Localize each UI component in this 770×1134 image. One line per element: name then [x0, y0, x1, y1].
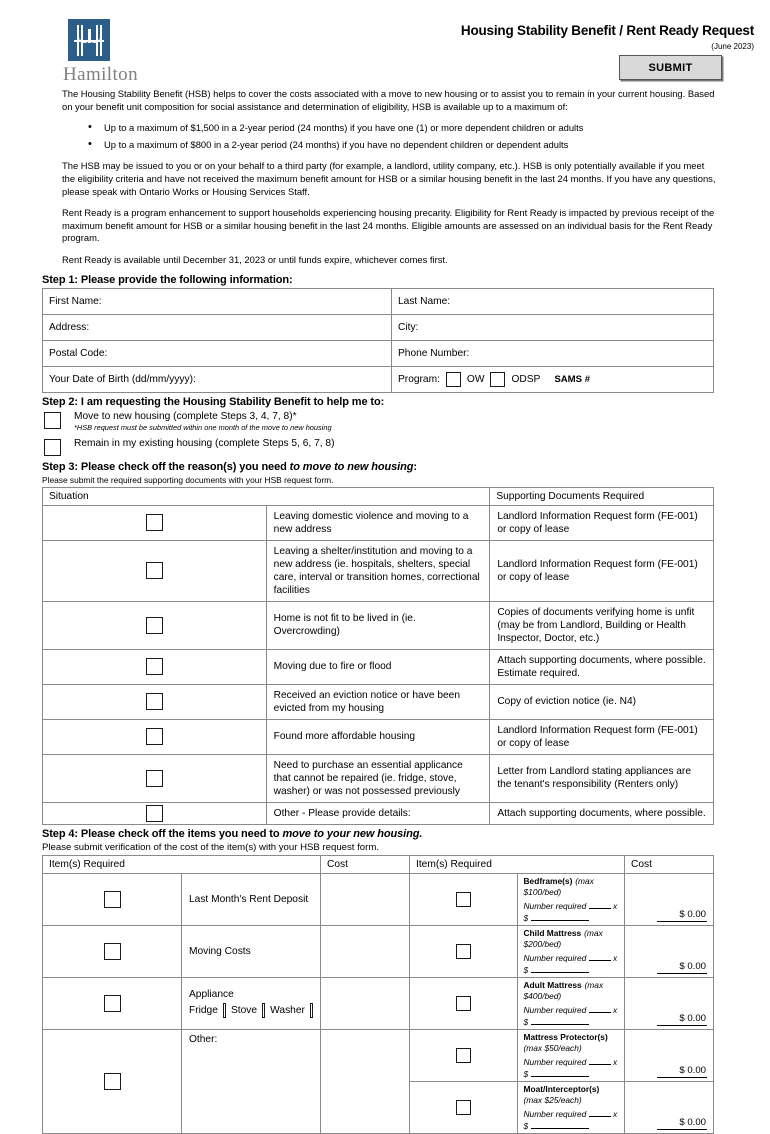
step4-table [42, 855, 714, 1134]
times-label: x $ [523, 900, 618, 923]
table-header-row [43, 487, 714, 505]
checkbox-reason-domestic-violence[interactable] [146, 514, 163, 531]
number-required-label: Number required [523, 900, 587, 911]
item-max: (max $25/each) [523, 1094, 582, 1105]
checkbox-appliance-fridge[interactable] [223, 1003, 226, 1018]
situation-text[interactable]: Other - Please provide details: [266, 802, 490, 824]
cost-cell [625, 1029, 714, 1081]
situation-text: Moving due to fire or flood [266, 649, 490, 684]
cost-value-moat-interceptor: $ 0.00 [657, 1117, 707, 1130]
times-label: x $ [523, 1108, 618, 1131]
logo-wordmark: Hamilton [63, 64, 138, 85]
cost-value-adult-mattress: $ 0.00 [657, 1013, 707, 1026]
appliance-label: Appliance [189, 988, 234, 1000]
step4-heading [42, 828, 770, 840]
checkbox-cell [43, 802, 267, 824]
item-max: (max $100/bed) [523, 875, 594, 897]
appliance-washer-label: Washer [270, 1004, 305, 1016]
cost-input-moving-costs[interactable] [321, 925, 410, 977]
cost-value-mattress-protector: $ 0.00 [657, 1065, 707, 1078]
number-required-input[interactable] [589, 899, 611, 909]
item-name: Moat/Interceptor(s) [523, 1083, 600, 1094]
checkbox-cell [43, 925, 182, 977]
checkbox-cell [43, 873, 182, 925]
situation-text: Leaving domestic violence and moving to a new address [266, 505, 490, 540]
checkbox-cell [43, 719, 267, 754]
table-row [43, 802, 714, 824]
item-label-other[interactable]: Other: [182, 1029, 321, 1133]
table-row [43, 977, 714, 1029]
hamilton-bridge-icon [68, 19, 110, 61]
intro-paragraph-4: Rent Ready is available until December 31, 2023 or until funds expire, whichever comes first. [62, 253, 448, 265]
item-max: (max $50/each) [523, 1042, 582, 1053]
step4-heading-prefix: Step 4: Please check off the items you need to [42, 827, 283, 840]
checkbox-cell [43, 754, 267, 802]
number-required-input[interactable] [589, 1003, 611, 1013]
intro-section [0, 88, 770, 267]
appliance-options [189, 1003, 313, 1018]
times-label: x $ [523, 1056, 618, 1079]
situation-text: Home is not fit to be lived in (ie. Overcrowding) [266, 601, 490, 649]
checkbox-reason-home-unfit[interactable] [146, 617, 163, 634]
cost-input-other[interactable] [321, 1029, 410, 1133]
checkbox-item-mattress-protector[interactable] [456, 1048, 471, 1063]
table-row [43, 1029, 714, 1081]
times-label: x $ [523, 952, 618, 975]
step3-heading-suffix: : [413, 460, 417, 473]
table-row [43, 340, 714, 366]
table-row [43, 925, 714, 977]
checkbox-appliance-washer[interactable] [310, 1003, 313, 1018]
checkbox-item-adult-mattress[interactable] [456, 996, 471, 1011]
checkbox-cell [410, 1081, 518, 1133]
field-program [392, 366, 714, 392]
checkbox-appliance-stove[interactable] [262, 1003, 265, 1018]
item-moat-interceptor [517, 1081, 625, 1133]
number-required-label: Number required [523, 1108, 587, 1119]
field-phone-number[interactable]: Phone Number: [392, 340, 714, 366]
documents-text: Copy of eviction notice (ie. N4) [490, 684, 714, 719]
checkbox-item-appliance[interactable] [104, 995, 121, 1012]
documents-text: Landlord Information Request form (FE-001) or copy of lease [490, 719, 714, 754]
page-title: Housing Stability Benefit / Rent Ready Request [460, 23, 754, 38]
number-required-label: Number required [523, 1056, 587, 1067]
program-label: Program: [398, 373, 440, 385]
title-block [234, 24, 754, 51]
field-last-name[interactable]: Last Name: [392, 288, 714, 314]
item-name: Bedframe(s) [523, 875, 573, 886]
cost-cell [625, 1081, 714, 1133]
program-odsp-label: ODSP [511, 373, 541, 385]
intro-paragraph-3: Rent Ready is a program enhancement to support households experiencing housing precarity. Eligibility for Rent Ready is impacted by previous receipt of the maximum benefit amount for HSB or a similar housing benefit in the last 24 months. Eligible amounts are assessed on an individual basis for the Rent Ready program. [62, 207, 715, 244]
documents-text: Landlord Information Request form (FE-001) or copy of lease [490, 540, 714, 601]
appliance-stove-label: Stove [231, 1004, 258, 1016]
step3-heading-italic: to move to new housing [289, 460, 414, 473]
list-item: • Up to a maximum of $1,500 in a 2-year period (24 months) if you have one (1) or more dependent children or adults [88, 122, 714, 135]
checkbox-item-last-months-rent[interactable] [104, 891, 121, 908]
checkbox-cell [43, 684, 267, 719]
step2-heading: Step 2: I am requesting the Housing Stability Benefit to help me to: [42, 395, 385, 408]
checkbox-reason-affordable-housing[interactable] [146, 728, 163, 745]
column-header-situation: Situation [43, 487, 490, 505]
documents-text: Letter from Landlord stating appliances are the tenant's responsibility (Renters only) [490, 754, 714, 802]
number-required-label: Number required [523, 952, 587, 963]
number-required-label: Number required [523, 1004, 587, 1015]
submit-button[interactable]: SUBMIT [619, 55, 722, 80]
checkbox-program-ow[interactable] [446, 372, 461, 387]
column-header-documents: Supporting Documents Required [490, 487, 714, 505]
checkbox-cell [43, 649, 267, 684]
checkbox-cell [410, 1029, 518, 1081]
documents-text: Attach supporting documents, where possible. [490, 802, 714, 824]
step1-table [42, 288, 714, 393]
step3-table [42, 487, 714, 825]
table-row [43, 288, 714, 314]
documents-text: Copies of documents verifying home is unfit (may be from Landlord, Building or Health Inspector, Doctor, etc.) [490, 601, 714, 649]
checkbox-cell [410, 977, 518, 1029]
checkbox-cell [410, 925, 518, 977]
checkbox-reason-fire-or-flood[interactable] [146, 658, 163, 675]
item-max: (max $400/bed) [523, 979, 604, 1001]
times-label: x $ [523, 1004, 618, 1027]
sams-label: SAMS # [554, 373, 591, 385]
checkbox-cell [43, 540, 267, 601]
step4-subtext: Please submit verification of the cost of the item(s) with your HSB request form. [42, 841, 379, 853]
number-required-input[interactable] [589, 1107, 611, 1117]
checkbox-reason-eviction-notice[interactable] [146, 693, 163, 710]
cost-cell [625, 873, 714, 925]
table-row [43, 873, 714, 925]
column-header-cost-right: Cost [625, 855, 714, 873]
step1-heading: Step 1: Please provide the following information: [42, 273, 293, 286]
program-ow-label: OW [466, 373, 485, 385]
number-required-input[interactable] [589, 1055, 611, 1065]
documents-text: Landlord Information Request form (FE-001) or copy of lease [490, 505, 714, 540]
step2-option-label: Move to new housing (complete Steps 3, 4, 7, 8)* [74, 410, 297, 422]
unit-price-input[interactable] [531, 1119, 589, 1129]
item-name: Adult Mattress [523, 979, 582, 990]
step4-heading-italic: move to your new housing. [282, 827, 423, 840]
step2-option-label: Remain in my existing housing (complete Steps 5, 6, 7, 8) [74, 437, 335, 449]
table-row [43, 505, 714, 540]
table-row [43, 719, 714, 754]
item-max: (max $200/bed) [523, 927, 603, 949]
checkbox-cell [410, 873, 518, 925]
item-label-moving-costs: Moving Costs [182, 925, 321, 977]
step2-option-remain [44, 437, 770, 457]
item-adult-mattress [517, 977, 625, 1029]
cost-input-appliance[interactable] [321, 977, 410, 1029]
checkbox-item-child-mattress[interactable] [456, 944, 471, 959]
field-first-name[interactable]: First Name: [43, 288, 392, 314]
item-child-mattress [517, 925, 625, 977]
table-header-row [43, 855, 714, 873]
step3-heading [42, 461, 770, 473]
item-name: Child Mattress [523, 927, 582, 938]
checkbox-cell [43, 977, 182, 1029]
checkbox-item-moat-interceptor[interactable] [456, 1100, 471, 1115]
appliance-fridge-label: Fridge [189, 1004, 218, 1016]
column-header-items-left: Item(s) Required [43, 855, 321, 873]
checkbox-remain-in-existing-housing[interactable] [44, 439, 61, 456]
column-header-items-right: Item(s) Required [410, 855, 625, 873]
table-row [43, 649, 714, 684]
cost-cell [625, 925, 714, 977]
intro-bullet-list [0, 122, 770, 151]
table-row [43, 314, 714, 340]
step3-subtext: Please submit the required supporting documents with your HSB request form. [42, 474, 334, 485]
unit-price-input[interactable] [531, 1067, 589, 1077]
field-city[interactable]: City: [392, 314, 714, 340]
unit-price-input[interactable] [531, 1015, 589, 1025]
number-required-input[interactable] [589, 951, 611, 961]
form-revision-date: (June 2023) [711, 41, 754, 51]
step2-option-note: *HSB request must be submitted within one month of the move to new housing [74, 422, 332, 432]
table-row [43, 366, 714, 392]
intro-paragraph-2: The HSB may be issued to you or on your behalf to a third party (for example, a landlord, utility company, etc.). HSB is only potentially available if you meet the eligibility criteria and have not received the maximum benefit amount for HSB or a similar housing benefit in the last 24 months. If you have any questions, please speak with Ontario Works or Housing Services Staff. [62, 160, 716, 197]
checkbox-item-moving-costs[interactable] [104, 943, 121, 960]
table-row [43, 754, 714, 802]
situation-text: Found more affordable housing [266, 719, 490, 754]
intro-paragraph-1: The Housing Stability Benefit (HSB) helps to cover the costs associated with a move to new housing or to assist you to remain in your current housing. Based on your benefit unit composition for social assistance and determination of eligibility, HSB is available up to a maximum of: [62, 88, 715, 112]
step3-heading-prefix: Step 3: Please check off the reason(s) you need [42, 460, 290, 473]
documents-text: Attach supporting documents, where possible. Estimate required. [490, 649, 714, 684]
item-bedframe [517, 873, 625, 925]
column-header-cost-left: Cost [321, 855, 410, 873]
table-row [43, 684, 714, 719]
list-item: • Up to a maximum of $800 in a 2-year period (24 months) if you have no dependent children or dependent adults [88, 139, 714, 152]
cost-cell [625, 977, 714, 1029]
item-name: Mattress Protector(s) [523, 1031, 608, 1042]
hamilton-logo [63, 19, 183, 86]
page-header [0, 0, 770, 88]
checkbox-wrap [44, 437, 74, 457]
checkbox-item-other[interactable] [104, 1073, 121, 1090]
checkbox-wrap [44, 410, 74, 430]
checkbox-reason-essential-appliance[interactable] [146, 770, 163, 787]
checkbox-program-odsp[interactable] [490, 372, 505, 387]
situation-text: Received an eviction notice or have been evicted from my housing [266, 684, 490, 719]
cost-input-last-months-rent[interactable] [321, 873, 410, 925]
item-label-appliance [182, 977, 321, 1029]
unit-price-input[interactable] [531, 911, 589, 921]
field-address[interactable]: Address: [43, 314, 392, 340]
table-row [43, 601, 714, 649]
unit-price-input[interactable] [531, 963, 589, 973]
cost-value-child-mattress: $ 0.00 [657, 961, 707, 974]
field-postal-code[interactable]: Postal Code: [43, 340, 392, 366]
item-label-last-months-rent: Last Month's Rent Deposit [182, 873, 321, 925]
checkbox-cell [43, 601, 267, 649]
field-date-of-birth[interactable]: Your Date of Birth (dd/mm/yyyy): [43, 366, 392, 392]
cost-value-bedframe: $ 0.00 [657, 909, 707, 922]
checkbox-reason-leaving-shelter[interactable] [146, 562, 163, 579]
table-row [43, 540, 714, 601]
item-mattress-protector [517, 1029, 625, 1081]
situation-text: Leaving a shelter/institution and moving to a new address (ie. hospitals, shelters, special care, interval or transition homes, correctional facilities [266, 540, 490, 601]
checkbox-move-to-new-housing[interactable] [44, 412, 61, 429]
checkbox-cell [43, 505, 267, 540]
step2-option-move [44, 410, 770, 433]
checkbox-item-bedframe[interactable] [456, 892, 471, 907]
checkbox-cell [43, 1029, 182, 1133]
situation-text: Need to purchase an essential applicance that cannot be repaired (ie. fridge, stove, washer) or was not possessed previously [266, 754, 490, 802]
checkbox-reason-other[interactable] [146, 805, 163, 822]
